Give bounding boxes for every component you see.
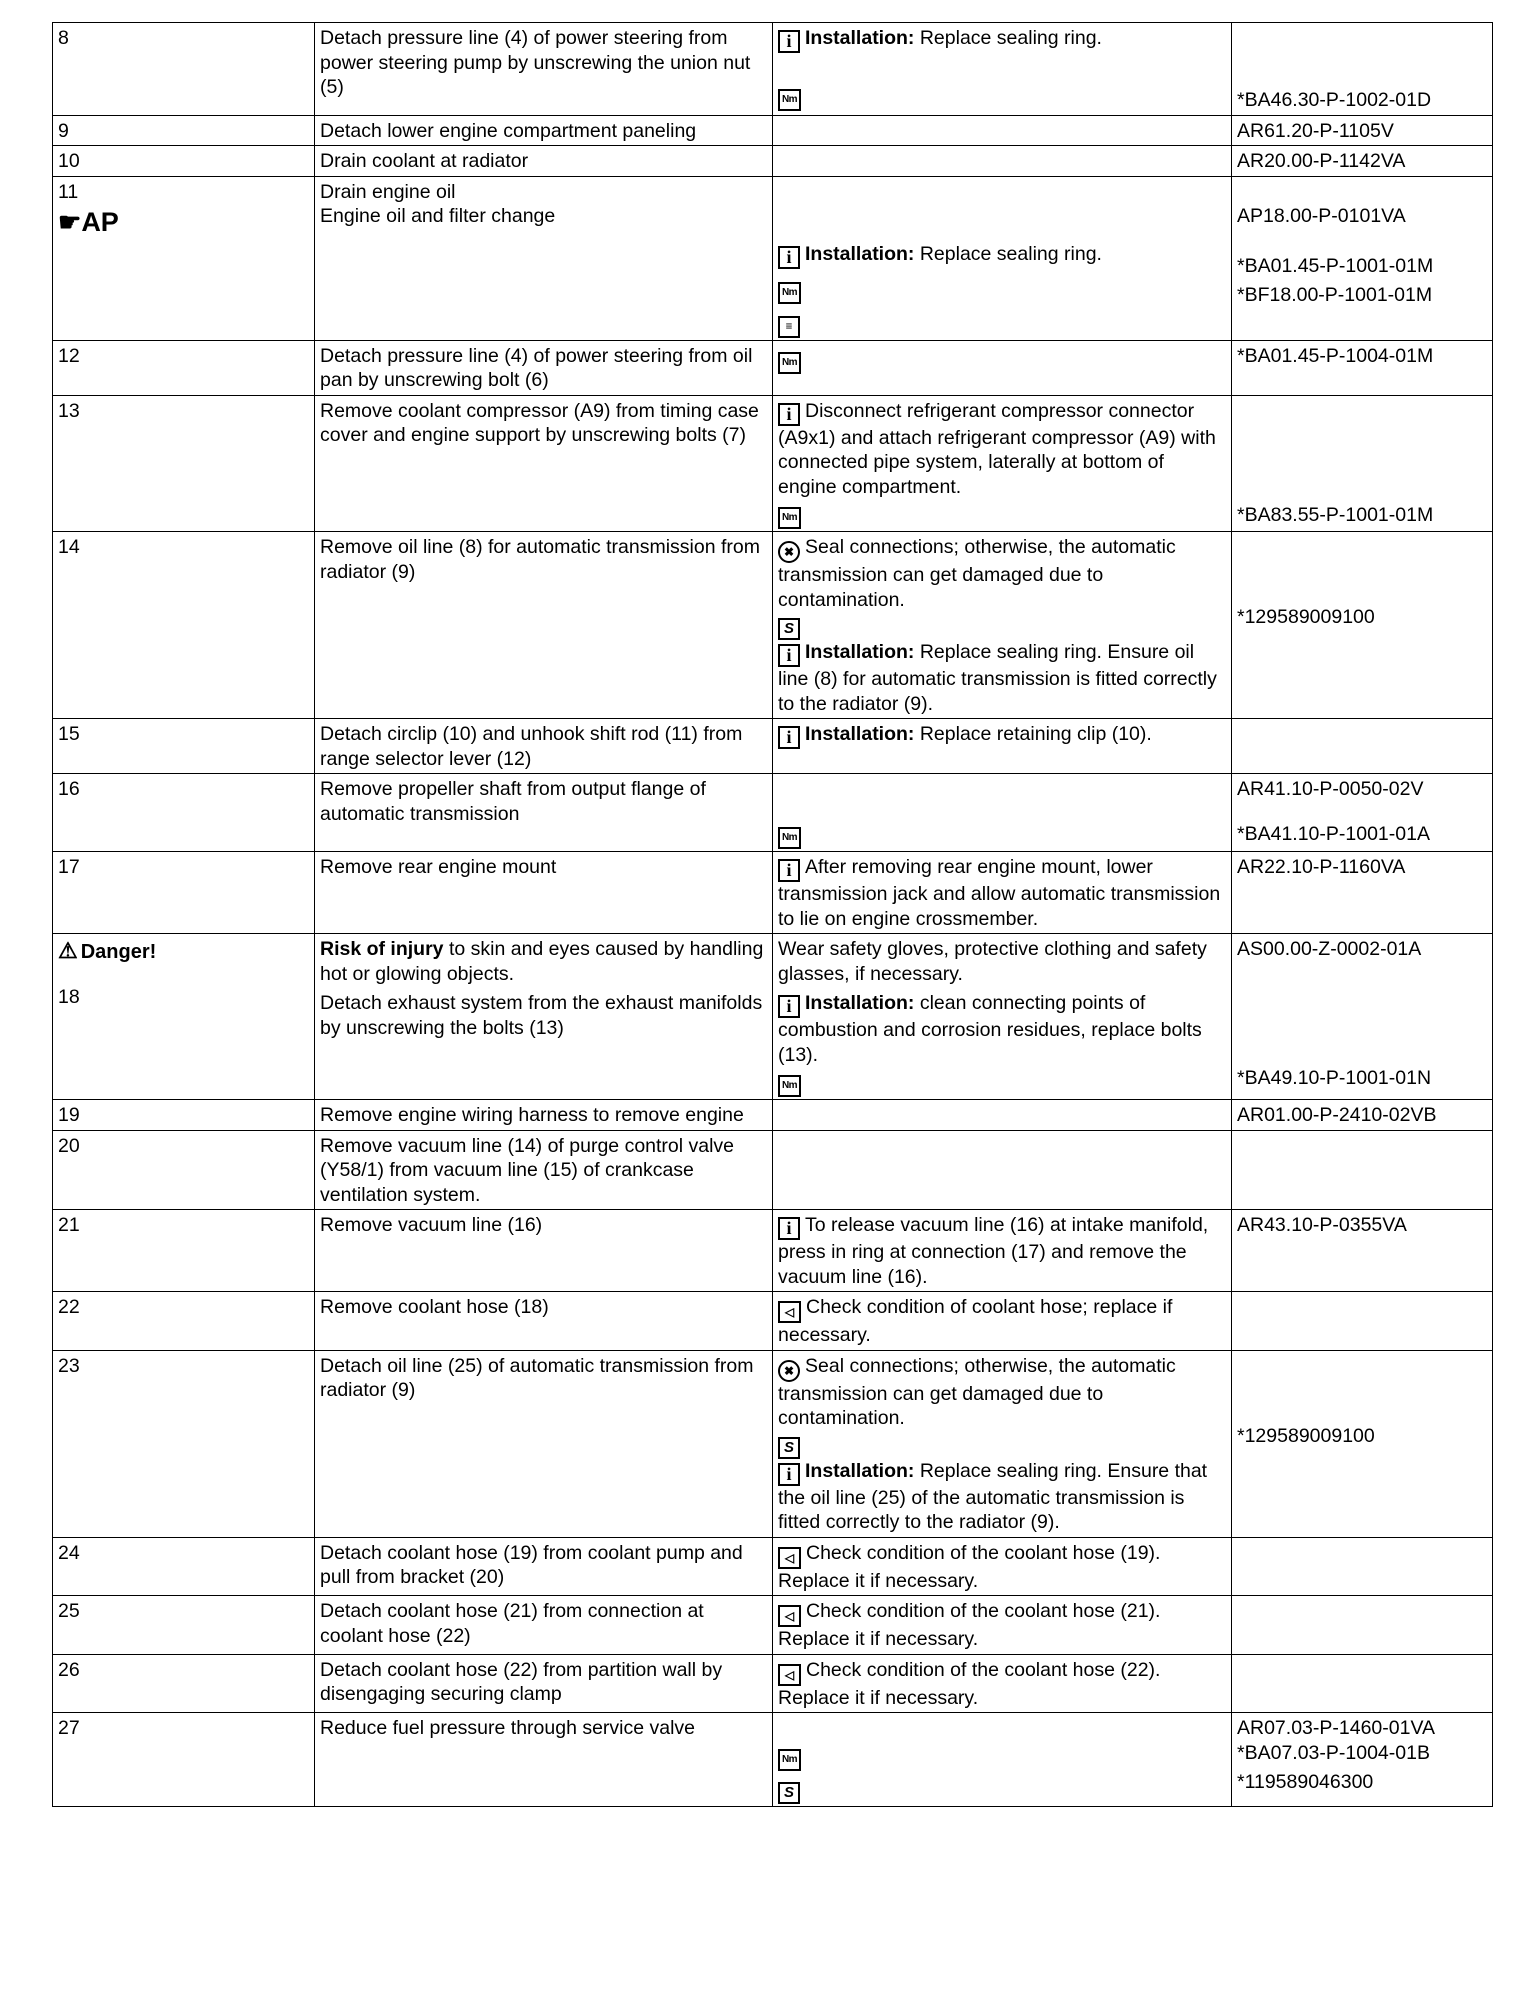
reference-cell (1232, 1130, 1493, 1210)
note-cell (773, 1537, 1232, 1596)
reference-link[interactable]: AR20.00-P-1142VA (1232, 146, 1493, 177)
table-row (53, 774, 1493, 852)
reference-cell (1232, 934, 1493, 1100)
note-text: To release vacuum line (16) at intake manifold, press in ring at connection (17) and remove the vacuum line (16). (778, 1214, 1209, 1288)
table-row (53, 1100, 1493, 1131)
operation-text: Detach circlip (10) and unhook shift rod (11) from range selector lever (12) (315, 719, 773, 774)
step-number: 13 (53, 395, 315, 532)
note-cell (773, 1596, 1232, 1655)
risk-text (320, 937, 767, 986)
operation-text: Detach pressure line (4) of power steering from oil pan by unscrewing bolt (6) (315, 340, 773, 395)
reference-link[interactable]: *BA07.03-P-1004-01B (1237, 1741, 1430, 1764)
info-icon: i (778, 644, 800, 667)
table-row (53, 395, 1493, 532)
table-row (53, 852, 1493, 934)
info-icon: i (778, 403, 800, 426)
note-cell (773, 115, 1232, 146)
note-cell (773, 719, 1232, 774)
note-cell (773, 1100, 1232, 1131)
note-cell (773, 1130, 1232, 1210)
reference-link[interactable]: *129589009100 (1237, 1424, 1375, 1447)
note-text: Check condition of the coolant hose (22). Replace it if necessary. (778, 1658, 1161, 1709)
reference-cell (1232, 532, 1493, 719)
note-cell (773, 176, 1232, 340)
operation-text: Remove oil line (8) for automatic transmission from radiator (9) (315, 532, 773, 719)
reference-cell (1232, 1350, 1493, 1537)
operation-text: Remove vacuum line (14) of purge control valve (Y58/1) from vacuum line (15) of crankcase ventilation system. (315, 1130, 773, 1210)
special-tool-icon: S (778, 1782, 800, 1804)
reference-cell (1232, 1292, 1493, 1351)
step-number: 14 (53, 532, 315, 719)
danger-label: Danger! (80, 941, 157, 963)
table-row (53, 719, 1493, 774)
table-row (53, 146, 1493, 177)
torque-nm-icon: Nm (778, 827, 801, 849)
step-number: 24 (53, 1537, 315, 1596)
reference-link[interactable]: AR43.10-P-0355VA (1232, 1210, 1493, 1292)
info-icon: i (778, 726, 800, 749)
installation-label: Installation: (805, 992, 915, 1014)
ap-reference-marker (58, 206, 309, 238)
step-number: 12 (53, 340, 315, 395)
reference-link[interactable]: AR61.20-P-1105V (1232, 115, 1493, 146)
note-cell (773, 1292, 1232, 1351)
torque-nm-icon: Nm (778, 89, 801, 111)
operation-text: Detach coolant hose (19) from coolant pump and pull from bracket (20) (315, 1537, 773, 1596)
operation-text: Remove vacuum line (16) (315, 1210, 773, 1292)
torque-nm-icon: Nm (778, 507, 801, 529)
note-text: After removing rear engine mount, lower transmission jack and allow automatic transmission to lie on engine crossmember. (778, 856, 1221, 930)
torque-nm-icon: Nm (778, 352, 801, 374)
installation-label: Installation: (805, 723, 915, 745)
reference-cell (1232, 719, 1493, 774)
note-cell (773, 1654, 1232, 1713)
fluid-spec-icon: ≡ (778, 316, 800, 338)
table-row (53, 1130, 1493, 1210)
step-number: 23 (53, 1350, 315, 1537)
procedure-table (52, 22, 1493, 1807)
installation-label: Installation: (805, 27, 915, 49)
installation-text: Replace sealing ring. Ensure that the oil line (25) of the automatic transmission is fitted correctly to the radiator (9). (778, 1459, 1208, 1533)
note-cell (773, 1210, 1232, 1292)
reference-link[interactable]: *129589009100 (1237, 606, 1375, 628)
installation-text: clean connecting points of combustion and corrosion residues, replace bolts (13). (778, 992, 1202, 1066)
note-cell (773, 395, 1232, 532)
danger-warning (58, 939, 309, 965)
operation-text: Detach coolant hose (21) from connection at coolant hose (22) (315, 1596, 773, 1655)
risk-description: to skin and eyes caused by handling hot or glowing objects. (320, 938, 764, 985)
step-number: 25 (53, 1596, 315, 1655)
step-number: 16 (53, 774, 315, 852)
operation-text: Reduce fuel pressure through service valve (315, 1713, 773, 1807)
operation-text: Detach oil line (25) of automatic transmission from radiator (9) (315, 1350, 773, 1537)
note-cell (773, 852, 1232, 934)
installation-text: Replace sealing ring. Ensure oil line (8) for automatic transmission is fitted correctly to the radiator (9). (778, 641, 1217, 715)
step-number: 17 (53, 852, 315, 934)
ap-label: AP (81, 207, 119, 237)
reference-link[interactable]: *BA83.55-P-1001-01M (1237, 503, 1434, 526)
operation-text: Remove propeller shaft from output flange of automatic transmission (315, 774, 773, 852)
step-number: 18 (58, 985, 80, 1008)
note-text: Disconnect refrigerant compressor connector (A9x1) and attach refrigerant compressor (A9) with connected pipe system, laterally at bottom of engine compartment. (778, 399, 1216, 498)
note-cell (773, 146, 1232, 177)
note-text: Check condition of the coolant hose (19). Replace it if necessary. (778, 1541, 1161, 1592)
step-number: 15 (53, 719, 315, 774)
seal-connections-icon: ✖ (778, 541, 800, 563)
step-number: 21 (53, 1210, 315, 1292)
reference-link[interactable]: AP18.00-P-0101VA (1237, 205, 1406, 227)
step-cell (53, 176, 315, 340)
operation-text: Detach coolant hose (22) from partition wall by disengaging securing clamp (315, 1654, 773, 1713)
operation-text: Engine oil and filter change (320, 205, 556, 227)
reference-link[interactable]: AR07.03-P-1460-01VA (1237, 1717, 1436, 1739)
step-number: 20 (53, 1130, 315, 1210)
note-cell (773, 774, 1232, 852)
installation-label: Installation: (805, 1459, 915, 1482)
info-icon: i (778, 1217, 800, 1240)
table-row (53, 1654, 1493, 1713)
check-condition-icon: ◁ (778, 1547, 801, 1569)
risk-label: Risk of injury (320, 938, 444, 960)
step-number: 9 (53, 115, 315, 146)
table-row (53, 115, 1493, 146)
reference-cell (1232, 23, 1493, 116)
installation-text: Replace sealing ring. (919, 27, 1102, 49)
table-row (53, 1350, 1493, 1537)
step-number: 8 (53, 23, 315, 116)
info-icon: i (778, 995, 800, 1018)
operation-cell (315, 176, 773, 340)
operation-text: Detach pressure line (4) of power steering from power steering pump by unscrewing the union nut (5) (315, 23, 773, 116)
note-cell (773, 934, 1232, 1100)
table-row (53, 23, 1493, 116)
special-tool-icon: S (778, 618, 800, 640)
operation-text: Remove rear engine mount (315, 852, 773, 934)
step-number: 22 (53, 1292, 315, 1351)
installation-text: Replace sealing ring. (919, 242, 1102, 265)
note-cell (773, 23, 1232, 116)
reference-cell (1232, 1596, 1493, 1655)
reference-cell (1232, 395, 1493, 532)
table-row (53, 1713, 1493, 1807)
note-cell (773, 340, 1232, 395)
table-row (53, 1537, 1493, 1596)
installation-label: Installation: (805, 242, 915, 265)
seal-connections-icon: ✖ (778, 1360, 800, 1382)
reference-link[interactable]: *BA01.45-P-1004-01M (1232, 340, 1493, 395)
safety-text: Wear safety gloves, protective clothing and safety glasses, if necessary. (778, 938, 1207, 985)
note-text: Seal connections; otherwise, the automatic transmission can get damaged due to contamination. (778, 1354, 1176, 1429)
operation-text: Detach exhaust system from the exhaust manifolds by unscrewing the bolts (13) (320, 992, 763, 1039)
operation-text: Detach lower engine compartment paneling (315, 115, 773, 146)
note-cell (773, 1713, 1232, 1807)
table-row (53, 1596, 1493, 1655)
operation-text: Remove coolant hose (18) (315, 1292, 773, 1351)
table-row (53, 934, 1493, 1100)
operation-text: Drain coolant at radiator (315, 146, 773, 177)
reference-cell (1232, 774, 1493, 852)
reference-cell (1232, 1713, 1493, 1807)
operation-cell (315, 934, 773, 1100)
pointing-hand-icon: ☛ (58, 207, 82, 237)
note-cell (773, 532, 1232, 719)
note-cell (773, 1350, 1232, 1537)
table-row (53, 1210, 1493, 1292)
step-number: 11 (58, 180, 79, 203)
installation-text: Replace retaining clip (10). (919, 723, 1152, 745)
reference-link[interactable]: AR22.10-P-1160VA (1232, 852, 1493, 934)
installation-label: Installation: (805, 641, 915, 663)
reference-cell (1232, 176, 1493, 340)
step-number: 19 (53, 1100, 315, 1131)
torque-nm-icon: Nm (778, 1075, 801, 1097)
check-condition-icon: ◁ (778, 1605, 801, 1627)
info-icon: i (778, 246, 800, 269)
info-icon: i (778, 1463, 800, 1486)
operation-text: Remove coolant compressor (A9) from timing case cover and engine support by unscrewing bolts (7) (315, 395, 773, 532)
step-number: 27 (53, 1713, 315, 1807)
reference-link[interactable]: AR41.10-P-0050-02V (1237, 778, 1424, 800)
note-text: Check condition of coolant hose; replace if necessary. (778, 1296, 1173, 1346)
step-number: 10 (53, 146, 315, 177)
info-icon: i (778, 859, 800, 882)
table-row (53, 176, 1493, 340)
note-text: Seal connections; otherwise, the automatic transmission can get damaged due to contamination. (778, 536, 1176, 611)
table-row (53, 1292, 1493, 1351)
special-tool-icon: S (778, 1437, 800, 1459)
step-cell (53, 934, 315, 1100)
torque-nm-icon: Nm (778, 282, 801, 304)
warning-triangle-icon: ⚠ (58, 938, 78, 963)
reference-link[interactable]: *BA41.10-P-1001-01A (1237, 822, 1430, 845)
reference-link[interactable]: *BA01.45-P-1001-01M (1237, 254, 1434, 277)
step-number: 26 (53, 1654, 315, 1713)
info-icon: i (778, 30, 800, 53)
reference-link[interactable]: *BA46.30-P-1002-01D (1237, 89, 1432, 111)
table-row (53, 532, 1493, 719)
check-condition-icon: ◁ (778, 1301, 801, 1323)
check-condition-icon: ◁ (778, 1664, 801, 1686)
operation-text: Remove engine wiring harness to remove engine (315, 1100, 773, 1131)
reference-link[interactable]: AR01.00-P-2410-02VB (1232, 1100, 1493, 1131)
table-row (53, 340, 1493, 395)
reference-link[interactable]: *119589046300 (1237, 1771, 1374, 1793)
reference-cell (1232, 1654, 1493, 1713)
reference-link[interactable]: *BF18.00-P-1001-01M (1237, 284, 1433, 306)
reference-link[interactable]: *BA49.10-P-1001-01N (1237, 1066, 1432, 1089)
note-text: Check condition of the coolant hose (21). Replace it if necessary. (778, 1600, 1161, 1650)
reference-link[interactable]: AS00.00-Z-0002-01A (1237, 938, 1422, 960)
torque-nm-icon: Nm (778, 1749, 801, 1771)
reference-cell (1232, 1537, 1493, 1596)
operation-text: Drain engine oil (320, 180, 456, 203)
